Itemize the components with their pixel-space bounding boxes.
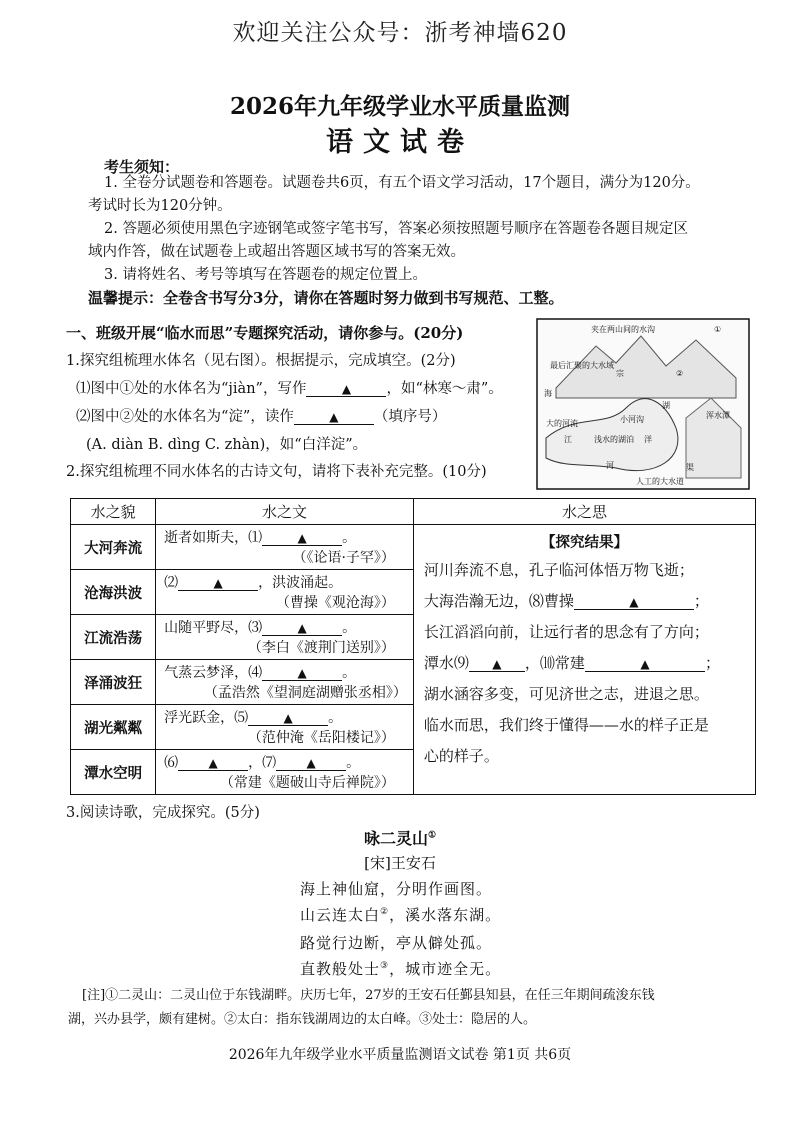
row-source: （范仲淹《岳阳楼记》）: [247, 730, 395, 746]
map-label-artificial: 人工的大水道: [636, 477, 684, 486]
table-row: [71, 525, 756, 570]
header-appearance: 水之貌: [71, 499, 156, 525]
row-line: 山随平野尽，⑶: [164, 620, 263, 636]
row-line: ⑵: [164, 575, 179, 591]
exam-subtitle: 语文试卷: [326, 127, 474, 158]
notice-item-3: 3. 请将姓名、考号等填写在答题卷的规定位置上。: [104, 267, 427, 283]
row-line: 浮光跃金，⑸: [164, 710, 249, 726]
map-label-muddy: 浑水潭: [706, 411, 730, 420]
row-text: [156, 705, 414, 750]
notice-body: [88, 172, 700, 310]
map-label-final: 最后汇聚的大水域: [550, 361, 614, 370]
poem-title-note: ①: [427, 830, 437, 841]
result-text: ，⑽常建: [524, 654, 585, 672]
q1-part2-tail: （填序号）: [373, 409, 447, 425]
poem-line: [300, 958, 501, 979]
row-text: [156, 570, 414, 615]
answer-blank[interactable]: ▲: [262, 621, 342, 636]
poem-text: 山云连太白: [300, 906, 381, 924]
answer-blank[interactable]: ▲: [585, 657, 705, 672]
row-line: ⑹: [164, 755, 179, 771]
result-text: ；: [704, 654, 720, 672]
result-line: 湖水涵容多变，可见济世之志，进退之思。: [423, 685, 709, 703]
notice-heading: 考生须知：: [104, 158, 180, 176]
poem-notes: [68, 984, 655, 1032]
poem-line: [300, 904, 501, 925]
q1-part1-text: ⑴图中①处的水体名为“jiàn”，写作: [76, 381, 307, 397]
header-text: 水之文: [156, 499, 414, 525]
row-line-end: 。: [342, 665, 357, 681]
row-line: 逝者如斯夫，⑴: [164, 530, 263, 546]
answer-blank[interactable]: ▲: [276, 756, 346, 771]
notice-item-1a: 1. 全卷分试题卷和答题卷。试题卷共6页，有五个语文学习活动，17个题目，满分为120分。: [104, 175, 700, 191]
table-header-row: [71, 499, 756, 525]
map-label-2: ②: [676, 369, 684, 378]
q2-prompt: 2.探究组梳理不同水体名的古诗文句，请将下表补充完整。(10分): [66, 464, 487, 480]
map-label-bigriver: 大的河流: [546, 419, 578, 428]
map-label-canal: 渠: [686, 463, 694, 472]
result-line: [414, 648, 755, 679]
q1-part1: [66, 378, 503, 401]
watermark: 欢迎关注公众号：浙考神墙620: [232, 20, 568, 46]
row-source: （曹操《观沧海》）: [275, 595, 395, 611]
row-source: （常建《题破山寺后禅院》）: [219, 775, 395, 791]
water-body-map: [536, 318, 750, 490]
poem-note-mark: ③: [380, 961, 390, 971]
q1-prompt: 1.探究组梳理水体名（见右图）。根据提示，完成填空。(2分): [66, 353, 456, 369]
answer-blank[interactable]: ▲: [178, 576, 258, 591]
exam-title: 2026年九年级学业水平质量监测: [229, 93, 570, 120]
row-label: 大河奔流: [71, 525, 156, 570]
question-1: [66, 350, 503, 484]
result-line: 临水而思，我们终于懂得——水的样子正是: [423, 716, 709, 734]
row-source: （孟浩然《望洞庭湖赠张丞相》）: [203, 685, 407, 701]
row-source: （《论语·子罕》）: [292, 550, 395, 566]
row-label: 江流浩荡: [71, 615, 156, 660]
q1-part2-text: ⑵图中②处的水体名为“淀”，读作: [76, 409, 294, 425]
row-text: [156, 660, 414, 705]
q1-part2: [66, 406, 503, 429]
row-label: 泽涌波狂: [71, 660, 156, 705]
poem-text: 直教般处士: [300, 960, 381, 978]
row-line-end: 。: [328, 710, 343, 726]
section1-heading: 一、班级开展“临水而思”专题探究活动，请你参与。(20分): [66, 324, 464, 342]
map-label-shallow: 浅水的湖泊: [594, 435, 634, 444]
poem-line: 路觉行边断，亭从僻处孤。: [300, 934, 493, 952]
answer-blank[interactable]: ▲: [294, 410, 374, 425]
poem-note-mark: ②: [380, 907, 390, 917]
result-heading: 【探究结果】: [540, 534, 628, 551]
row-source: （李白《渡荆门送别》）: [247, 640, 395, 656]
answer-blank[interactable]: ▲: [262, 531, 342, 546]
answer-blank[interactable]: ▲: [574, 595, 694, 610]
row-line: 气蒸云梦泽，⑷: [164, 665, 263, 681]
result-text: ；: [693, 592, 709, 610]
answer-blank[interactable]: ▲: [469, 657, 525, 672]
notice-item-2a: 2. 答题必须使用黑色字迹钢笔或签字笔书写，答案必须按照题号顺序在答题卷各题目规定区: [104, 221, 688, 237]
poem-note-line: [注]①二灵山：二灵山位于东钱湖畔。庆历七年，27岁的王安石任鄞县知县，在任三年期间疏浚东钱: [82, 988, 655, 1003]
row-label: 潭水空明: [71, 750, 156, 795]
answer-blank[interactable]: ▲: [262, 666, 342, 681]
row-line-mid: ，⑺: [248, 755, 277, 771]
page-footer: 2026年九年级学业水平质量监测语文试卷 第1页 共6页: [228, 1047, 572, 1063]
row-line-end: 。: [346, 755, 361, 771]
q3-prompt: 3.阅读诗歌，完成探究。(5分): [66, 805, 260, 821]
poem-text: ，城市迹全无。: [389, 960, 502, 978]
poetry-table: [70, 498, 756, 795]
result-cell: [413, 525, 755, 795]
header-thought: 水之思: [413, 499, 755, 525]
poem-author: [宋]王安石: [364, 854, 436, 872]
map-label-ocean: 洋: [644, 435, 652, 444]
map-label-creek: 小河沟: [620, 415, 644, 424]
map-label-river: 河: [606, 461, 614, 470]
result-text: 大海浩瀚无边，⑻曹操: [423, 592, 574, 610]
row-label: 沧海洪波: [71, 570, 156, 615]
map-label-ravine: 夹在两山间的水沟: [591, 325, 655, 334]
poem-title-text: 咏二灵山: [363, 829, 428, 848]
map-label-zong: 宗: [616, 369, 624, 378]
result-text: 潭水⑼: [423, 654, 469, 672]
poem-line: 海上神仙窟，分明作画图。: [300, 880, 493, 898]
result-line: [414, 586, 755, 617]
result-line: 长江滔滔向前，让远行者的思念有了方向；: [423, 623, 709, 641]
q1-part1-tail: ，如“林寒～肃”。: [386, 381, 503, 397]
map-label-jiang: 江: [564, 435, 572, 444]
map-label-lake: 湖: [662, 401, 670, 410]
row-line-end: 。: [342, 620, 357, 636]
row-label: 湖光粼粼: [71, 705, 156, 750]
result-line: 心的样子。: [423, 747, 499, 765]
poem-note-line: 湖，兴办县学，颇有建树。②太白：指东钱湖周边的太白峰。③处士：隐居的人。: [68, 1012, 537, 1027]
q1-options: (A. diàn B. dìng C. zhàn)，如“白洋淀”。: [86, 437, 368, 453]
notice-tip: 温馨提示：全卷含书写分3分，请你在答题时努力做到书写规范、工整。: [88, 289, 564, 307]
notice-item-2b: 域内作答，做在试题卷上或超出答题区域书写的答案无效。: [88, 244, 465, 260]
answer-blank[interactable]: ▲: [178, 756, 248, 771]
answer-blank[interactable]: ▲: [248, 711, 328, 726]
notice-item-1b: 考试时长为120分钟。: [88, 198, 232, 214]
row-text: [156, 750, 414, 795]
poem-text: ，溪水落东湖。: [389, 906, 502, 924]
map-label-1: ①: [714, 325, 722, 334]
poem-title: [0, 826, 800, 849]
map-label-sea: 海: [544, 389, 552, 398]
row-line-end: ，洪波涌起。: [258, 575, 343, 591]
result-line: 河川奔流不息，孔子临河体悟万物飞逝；: [423, 561, 694, 579]
row-text: [156, 525, 414, 570]
row-text: [156, 615, 414, 660]
row-line-end: 。: [342, 530, 357, 546]
answer-blank[interactable]: ▲: [306, 382, 386, 397]
